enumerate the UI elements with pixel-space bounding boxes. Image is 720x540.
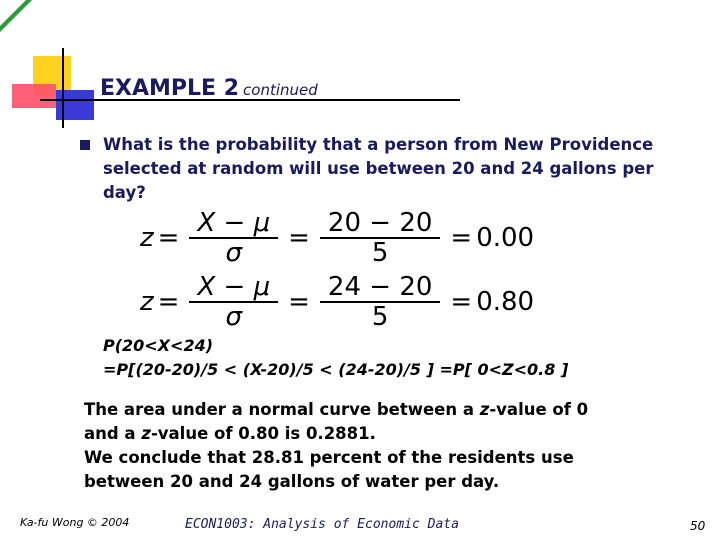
question-text: What is the probability that a person from New Providence selected at random will use between 20 and 24 gallons per day?: [103, 135, 654, 202]
eq2-fraction-values: [324, 273, 436, 331]
eq2-lhs: z: [140, 287, 154, 317]
conclusion-l2-z: z: [141, 424, 151, 443]
eq1-frac2-denominator: 5: [320, 237, 440, 267]
equation-z-point-eight: [140, 272, 534, 332]
eq2-frac1-denominator: σ: [189, 301, 278, 331]
eq1-lhs: z: [140, 223, 154, 253]
eq1-frac2-numerator: 20 − 20: [327, 208, 433, 238]
probability-line-2: =P[(20-20)/5 < (X-20)/5 < (24-20)/5 ] =P[ 0<Z<0.8 ]: [103, 360, 569, 379]
conclusion-l1-part-a: The area under a normal curve between a: [84, 400, 480, 419]
eq2-equals-2: =: [288, 287, 310, 317]
eq2-result: 0.80: [476, 287, 535, 317]
eq1-frac1-denominator: σ: [189, 237, 278, 267]
decor-vertical-line: [62, 48, 64, 128]
conclusion-line-3: We conclude that 28.81 percent of the residents use: [84, 448, 574, 467]
footer-course: ECON1003: Analysis of Economic Data: [185, 517, 459, 532]
footer-author: Ka-fu Wong © 2004: [20, 516, 130, 529]
conclusion-l2-part-a: and a: [84, 424, 142, 443]
eq2-equals-3: =: [450, 287, 473, 317]
conclusion-line-4: between 20 and 24 gallons of water per day.: [84, 472, 500, 491]
eq1-equals-1: =: [157, 223, 180, 253]
eq1-frac1-numerator: X − μ: [197, 208, 271, 238]
conclusion-line-2: [84, 422, 684, 446]
bullet-square: [80, 140, 90, 150]
conclusion-l2-part-b: -value of 0.80 is 0.2881.: [150, 424, 376, 443]
eq2-frac1-numerator: X − μ: [197, 272, 271, 302]
eq1-fraction-standard: [193, 209, 274, 267]
eq1-fraction-values: [324, 209, 436, 267]
eq2-equals-1: =: [157, 287, 180, 317]
probability-statement: [103, 334, 568, 382]
eq1-equals-3: =: [450, 223, 473, 253]
equation-z-zero: [140, 208, 534, 268]
slide-title-main: EXAMPLE 2: [100, 76, 240, 101]
footer-page-number: 50: [690, 519, 706, 533]
eq1-result: 0.00: [476, 223, 535, 253]
decor-red-square: [12, 84, 56, 108]
conclusion-l1-z: z: [479, 400, 490, 419]
conclusion-line-1: [84, 398, 684, 422]
eq2-frac2-numerator: 24 − 20: [327, 272, 433, 302]
eq2-fraction-standard: [193, 273, 274, 331]
eq1-equals-2: =: [288, 223, 310, 253]
slide-title: [100, 76, 318, 101]
eq2-frac2-denominator: 5: [320, 301, 440, 331]
probability-line-1: P(20<X<24): [103, 336, 214, 355]
corner-triangle-inner: [0, 0, 26, 26]
conclusion-text: [84, 398, 684, 494]
slide-title-suffix: continued: [243, 81, 318, 99]
conclusion-l1-part-b: -value of 0: [489, 400, 589, 419]
